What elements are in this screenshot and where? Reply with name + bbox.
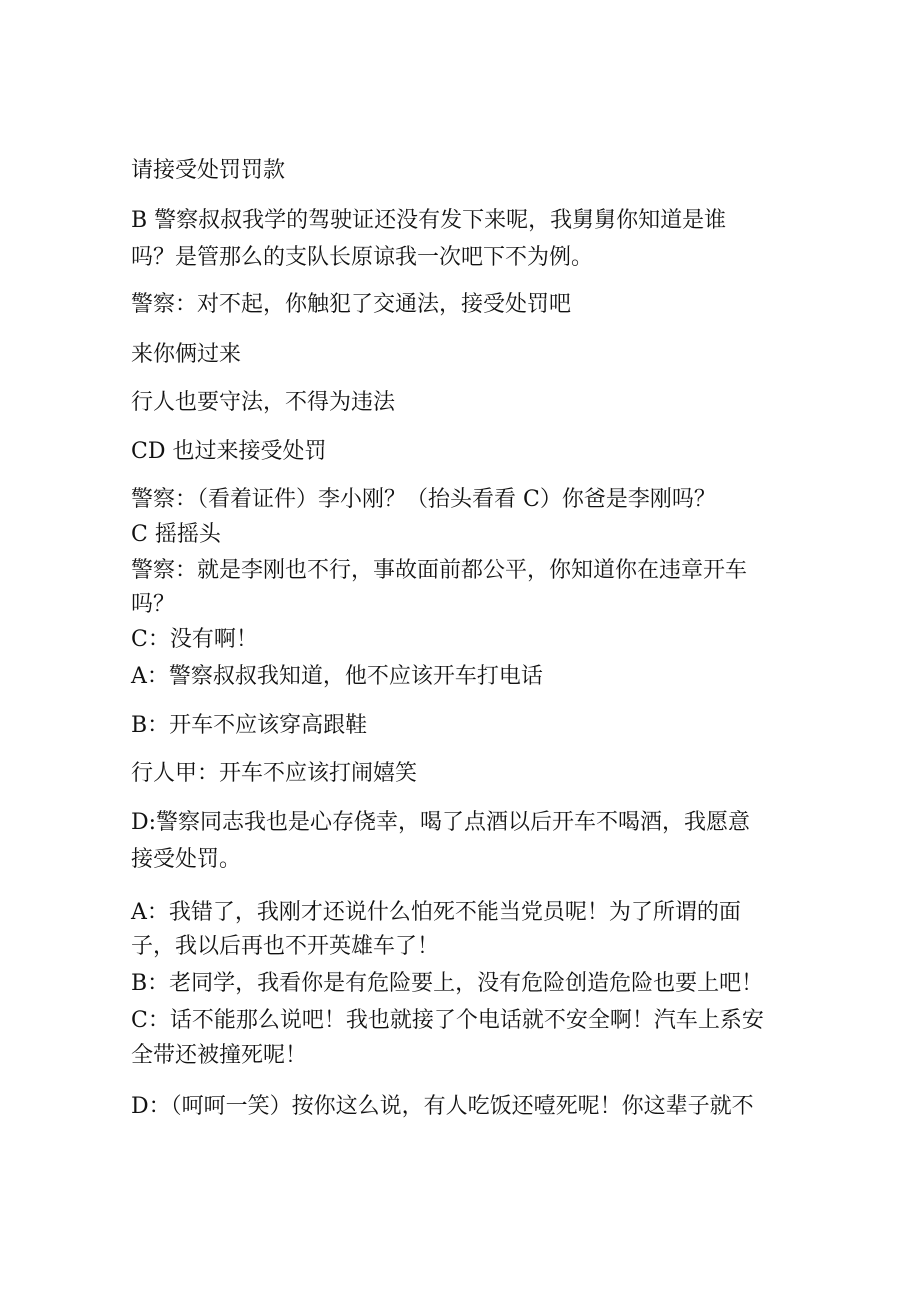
text-line: B：老同学，我看你是有危险要上，没有危险创造危险也要上吧！ bbox=[131, 971, 764, 996]
text-line: 子，我以后再也不开英雄车了！ bbox=[131, 934, 440, 959]
text-line: A：警察叔叔我知道，他不应该开车打电话 bbox=[131, 664, 543, 689]
text-line: C：话不能那么说吧！我也就接了个电话就不安全啊！汽车上系安 bbox=[131, 1008, 764, 1033]
text-line: 行人甲：开车不应该打闹嬉笑 bbox=[131, 761, 418, 786]
text-line: 吗？ bbox=[131, 592, 176, 617]
text-line: 警察：（看着证件）李小刚？（抬头看看 C）你爸是李刚吗？ bbox=[131, 487, 716, 512]
text-line: 吗？是管那么的支队长原谅我一次吧下不为例。 bbox=[131, 245, 594, 270]
text-line: D：（呵呵一笑）按你这么说，有人吃饭还噎死呢！你这辈子就不 bbox=[131, 1094, 754, 1119]
text-line: CD 也过来接受处罚 bbox=[131, 439, 327, 464]
text-line: 请接受处罚罚款 bbox=[131, 158, 286, 183]
text-line: 行人也要守法，不得为违法 bbox=[131, 390, 396, 415]
text-line: C：没有啊！ bbox=[131, 627, 258, 652]
text-line: D:警察同志我也是心存侥幸，喝了点酒以后开车不喝酒，我愿意 bbox=[131, 810, 751, 835]
text-line: 警察：对不起，你触犯了交通法，接受处罚吧 bbox=[131, 292, 572, 317]
text-line: 接受处罚。 bbox=[131, 847, 242, 872]
text-line: 警察：就是李刚也不行，事故面前都公平，你知道你在违章开车 bbox=[131, 558, 748, 583]
text-line: B：开车不应该穿高跟鞋 bbox=[131, 713, 368, 738]
text-line: B 警察叔叔我学的驾驶证还没有发下来呢，我舅舅你知道是谁 bbox=[131, 208, 727, 233]
text-line: 来你俩过来 bbox=[131, 342, 242, 367]
text-line: C 摇摇头 bbox=[131, 522, 221, 547]
text-line: 全带还被撞死呢！ bbox=[131, 1043, 308, 1068]
text-line: A：我错了，我刚才还说什么怕死不能当党员呢！为了所谓的面 bbox=[131, 900, 741, 925]
